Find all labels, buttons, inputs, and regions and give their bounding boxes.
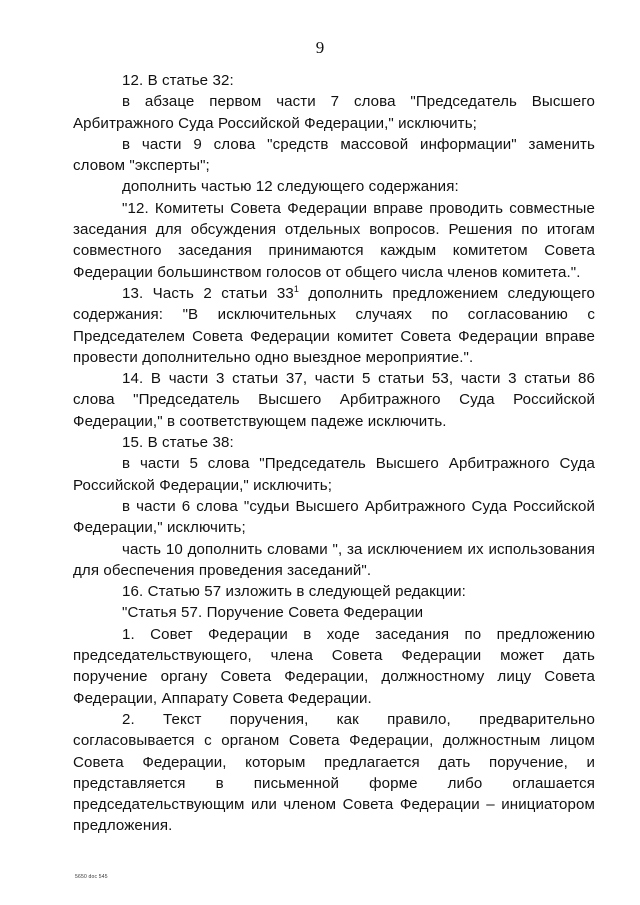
article-57-part-2: 2. Текст поручения, как правило, предварительно согласовывается с органом Совета Федерации, должностным лицом Совета Федерации, которым предлагается дать поручение, и представляется в письменной форме либо оглашается председательствующим или членом Совета Федерации – инициатором предложения.	[73, 710, 595, 835]
paragraph-part-10-amendment: часть 10 дополнить словами ", за исключением их использования для обеспечения проведения заседаний".	[73, 540, 595, 579]
paragraph-part-5-amendment: в части 5 слова "Председатель Высшего Арбитражного Суда Российской Федерации," исключить;	[73, 455, 595, 494]
paragraph-part-7-amendment: в абзаце первом части 7 слова "Председатель Высшего Арбитражного Суда Российской Федерации," исключить;	[73, 93, 595, 132]
article-57-part-1: 1. Совет Федерации в ходе заседания по предложению председательствующего, члена Совета Федерации может дать поручение органу Совета Федерации, должностному лицу Совета Федерации, Аппарату Совета Федерации.	[73, 625, 595, 707]
paragraph-item-16: 16. Статью 57 изложить в следующей редакции:	[122, 583, 466, 601]
paragraph-part-12-text: "12. Комитеты Совета Федерации вправе проводить совместные заседания для обсуждения отдельных вопросов. Решения по итогам совместного заседания принимаются каждым комитетом Совета Федерации большинством голосов от общего числа членов комитета.".	[73, 199, 595, 281]
paragraph-part-6-amendment: в части 6 слова "судьи Высшего Арбитражного Суда Российской Федерации," исключить;	[73, 497, 595, 537]
paragraph-item-12: 12. В статье 32:	[122, 72, 234, 89]
footer-file-mark: 5650 doc 545	[75, 874, 108, 880]
paragraph-item-15: 15. В статье 38:	[122, 434, 234, 452]
superscript-index: 1	[293, 283, 299, 294]
paragraph-item-13	[73, 283, 595, 368]
article-57-heading: "Статья 57. Поручение Совета Федерации	[122, 604, 424, 622]
page-number: 9	[315, 38, 325, 57]
paragraph-add-part-12: дополнить частью 12 следующего содержания:	[122, 178, 459, 196]
paragraph-item-13-rest: дополнить предложением следующего содержания: "В исключительных случаях по согласованию с Председателем Совета Федерации комитет Совета Федерации вправе провести дополнительно одно выездное мероприятие.".	[73, 284, 595, 366]
document-body	[73, 70, 595, 837]
paragraph-part-9-amendment: в части 9 слова "средств массовой информации" заменить словом "эксперты";	[73, 135, 595, 175]
paragraph-item-14: 14. В части 3 статьи 37, части 5 статьи 53, части 3 статьи 86 слова "Председатель Высшего Арбитражного Суда Российской Федерации," в соответствующем падеже исключить.	[73, 370, 595, 430]
paragraph-item-13-start: 13. Часть 2 статьи 33	[122, 284, 294, 302]
